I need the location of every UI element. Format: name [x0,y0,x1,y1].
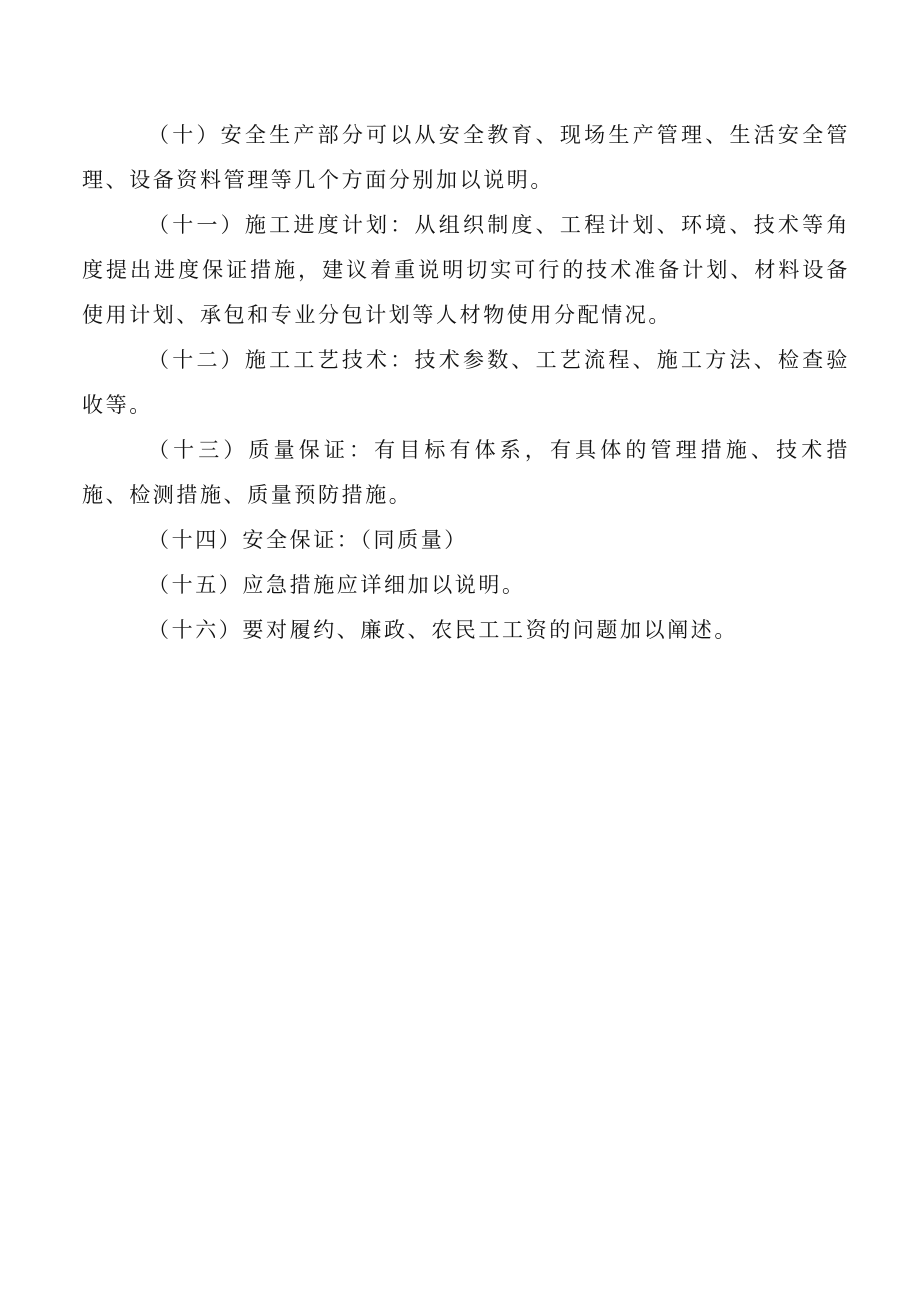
paragraph-item-11: （十一）施工进度计划：从组织制度、工程计划、环境、技术等角度提出进度保证措施，建议着重说明切实可行的技术准备计划、材料设备使用计划、承包和专业分包计划等人材物使用分配情况。 [82,213,850,327]
paragraph-item-16: （十六）要对履约、廉政、农民工工资的问题加以阐述。 [148,618,738,642]
paragraph-item-14: （十四）安全保证：（同质量） [148,528,468,552]
paragraph-item-13: （十三）质量保证：有目标有体系，有具体的管理措施、技术措施、检测措施、质量预防措施。 [82,438,850,507]
document-body [82,113,850,653]
paragraph-item-12: （十二）施工工艺技术：技术参数、工艺流程、施工方法、检查验收等。 [82,348,850,417]
paragraph-item-10: （十）安全生产部分可以从安全教育、现场生产管理、生活安全管理、设备资料管理等几个方面分别加以说明。 [82,123,850,192]
paragraph-item-15: （十五）应急措施应详细加以说明。 [148,573,526,597]
